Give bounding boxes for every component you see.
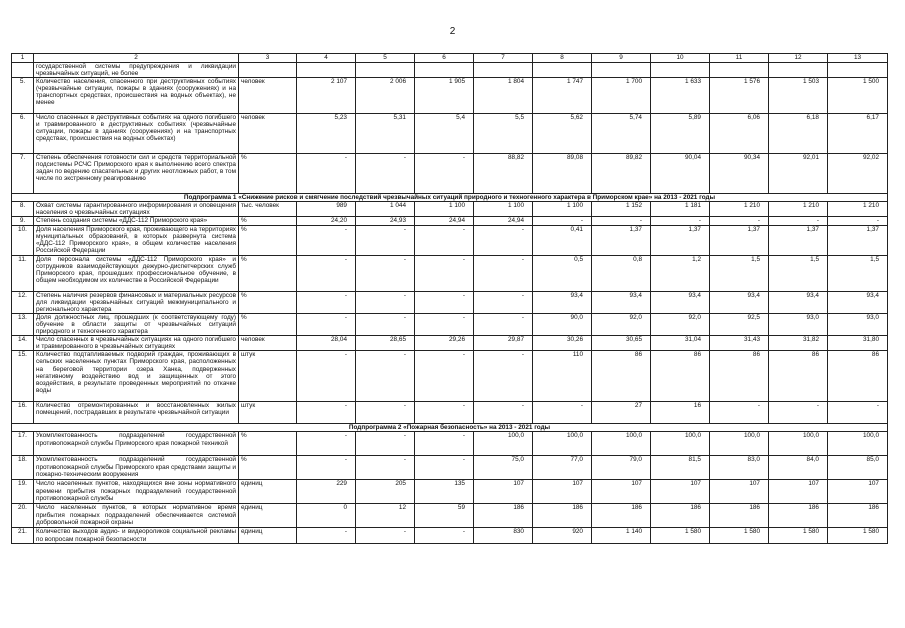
value-cell: 29,26 xyxy=(415,336,474,351)
table-row xyxy=(12,351,888,402)
value-cell: 27 xyxy=(592,402,651,424)
value-cell: 16 xyxy=(651,402,710,424)
unit-cell: штук xyxy=(239,351,297,402)
table-row xyxy=(12,528,888,544)
value-cell: - xyxy=(415,255,474,291)
row-number: 8. xyxy=(12,202,34,217)
value-cell: 1 503 xyxy=(769,78,828,114)
value-cell: - xyxy=(356,456,415,480)
value-cell: 186 xyxy=(710,504,769,528)
value-cell: - xyxy=(297,402,356,424)
table-row xyxy=(12,313,888,335)
row-number: 18. xyxy=(12,456,34,480)
row-number: 19. xyxy=(12,480,34,504)
value-cell: 30,65 xyxy=(592,336,651,351)
value-cell: - xyxy=(710,217,769,225)
row-number: 10. xyxy=(12,225,34,255)
value-cell xyxy=(769,63,828,78)
value-cell: 24,20 xyxy=(297,217,356,225)
value-cell: 83,0 xyxy=(710,456,769,480)
indicators-table xyxy=(11,53,888,544)
value-cell: - xyxy=(533,402,592,424)
column-header: 5 xyxy=(356,54,415,63)
table-row xyxy=(12,504,888,528)
column-header: 11 xyxy=(710,54,769,63)
value-cell: 1 100 xyxy=(474,202,533,217)
value-cell: 1,37 xyxy=(592,225,651,255)
row-number: 13. xyxy=(12,313,34,335)
row-number: 6. xyxy=(12,114,34,154)
value-cell: 100,0 xyxy=(474,432,533,456)
unit-cell: % xyxy=(239,432,297,456)
value-cell: - xyxy=(356,255,415,291)
section-heading-row xyxy=(12,194,888,202)
value-cell: 1 804 xyxy=(474,78,533,114)
value-cell: - xyxy=(769,402,828,424)
indicator-name: Доля персонала системы «ДДС-112 Приморского края» и сотрудников взаимодействующих дежурно-диспетчерских служб Приморского края, прошедших профессиональное обучение, в общем необходимом их количестве в Российской Федерации xyxy=(34,255,239,291)
value-cell: - xyxy=(297,528,356,544)
column-header: 3 xyxy=(239,54,297,63)
unit-cell: % xyxy=(239,225,297,255)
value-cell: 1,5 xyxy=(710,255,769,291)
value-cell xyxy=(415,63,474,78)
row-number: 7. xyxy=(12,154,34,194)
value-cell: 1,37 xyxy=(710,225,769,255)
column-header: 4 xyxy=(297,54,356,63)
value-cell: 86 xyxy=(651,351,710,402)
value-cell: - xyxy=(651,217,710,225)
table-row xyxy=(12,154,888,194)
value-cell: 0,8 xyxy=(592,255,651,291)
value-cell: 31,04 xyxy=(651,336,710,351)
value-cell: 1,37 xyxy=(651,225,710,255)
value-cell: 29,87 xyxy=(474,336,533,351)
value-cell: - xyxy=(769,217,828,225)
value-cell: 1 747 xyxy=(533,78,592,114)
value-cell: - xyxy=(297,154,356,194)
value-cell: 0,41 xyxy=(533,225,592,255)
value-cell: 1 210 xyxy=(828,202,888,217)
indicator-name: Степень создания системы «ДДС-112 Приморского края» xyxy=(34,217,239,225)
row-number: 14. xyxy=(12,336,34,351)
value-cell: 81,5 xyxy=(651,456,710,480)
column-header: 9 xyxy=(592,54,651,63)
value-cell: 92,02 xyxy=(828,154,888,194)
value-cell: 5,4 xyxy=(415,114,474,154)
value-cell: 31,82 xyxy=(769,336,828,351)
value-cell: 1 580 xyxy=(710,528,769,544)
indicator-name: Доля должностных лиц, прошедших (к соответствующему году) обучение в области защиты от чрезвычайных ситуаций природного и техногенного характера xyxy=(34,313,239,335)
value-cell: - xyxy=(828,402,888,424)
value-cell: - xyxy=(297,313,356,335)
value-cell: 86 xyxy=(828,351,888,402)
column-header: 6 xyxy=(415,54,474,63)
column-number-row xyxy=(12,54,888,63)
row-number: 16. xyxy=(12,402,34,424)
value-cell: 92,01 xyxy=(769,154,828,194)
value-cell: - xyxy=(474,351,533,402)
row-number: 9. xyxy=(12,217,34,225)
row-number xyxy=(12,63,34,78)
value-cell: 989 xyxy=(297,202,356,217)
value-cell: 93,4 xyxy=(828,291,888,313)
table-row xyxy=(12,225,888,255)
value-cell: 93,0 xyxy=(828,313,888,335)
value-cell: 92,0 xyxy=(651,313,710,335)
value-cell: - xyxy=(474,291,533,313)
table-row xyxy=(12,480,888,504)
table-row xyxy=(12,202,888,217)
value-cell: 89,82 xyxy=(592,154,651,194)
value-cell xyxy=(297,63,356,78)
value-cell: 205 xyxy=(356,480,415,504)
value-cell: 24,93 xyxy=(356,217,415,225)
value-cell: 100,0 xyxy=(533,432,592,456)
table-row xyxy=(12,78,888,114)
value-cell: 135 xyxy=(415,480,474,504)
row-number: 12. xyxy=(12,291,34,313)
value-cell: - xyxy=(356,154,415,194)
value-cell xyxy=(474,63,533,78)
value-cell xyxy=(828,63,888,78)
value-cell: 1 210 xyxy=(769,202,828,217)
indicator-name: Охват системы гарантированного информирования и оповещения населения о чрезвычайных ситуациях xyxy=(34,202,239,217)
column-header: 12 xyxy=(769,54,828,63)
value-cell: - xyxy=(828,217,888,225)
indicator-name: государственной системы предупреждения и ликвидации чрезвычайных ситуаций, не более xyxy=(34,63,239,78)
value-cell: 28,04 xyxy=(297,336,356,351)
value-cell: 1 580 xyxy=(651,528,710,544)
value-cell: - xyxy=(533,217,592,225)
value-cell: 186 xyxy=(474,504,533,528)
value-cell: - xyxy=(710,402,769,424)
unit-cell: человек xyxy=(239,114,297,154)
table-row xyxy=(12,63,888,78)
unit-cell: % xyxy=(239,291,297,313)
indicator-name: Степень наличия резервов финансовых и материальных ресурсов для ликвидации чрезвычайных ситуаций межмуниципального и регионального характера xyxy=(34,291,239,313)
unit-cell: штук xyxy=(239,402,297,424)
value-cell: 1 633 xyxy=(651,78,710,114)
value-cell: 1 580 xyxy=(769,528,828,544)
indicator-name: Число спасенных в чрезвычайных ситуациях на одного погибшего и травмированного в чрезвычайных ситуациях xyxy=(34,336,239,351)
value-cell: 6,17 xyxy=(828,114,888,154)
value-cell: 93,4 xyxy=(651,291,710,313)
unit-cell: единиц xyxy=(239,528,297,544)
row-number: 20. xyxy=(12,504,34,528)
value-cell: - xyxy=(415,528,474,544)
value-cell: 100,0 xyxy=(710,432,769,456)
value-cell: 5,31 xyxy=(356,114,415,154)
value-cell: 107 xyxy=(828,480,888,504)
value-cell: 31,80 xyxy=(828,336,888,351)
value-cell: 93,4 xyxy=(592,291,651,313)
value-cell: 0 xyxy=(297,504,356,528)
value-cell: 90,04 xyxy=(651,154,710,194)
value-cell: 24,94 xyxy=(415,217,474,225)
unit-cell xyxy=(239,63,297,78)
value-cell: 186 xyxy=(651,504,710,528)
value-cell: 107 xyxy=(592,480,651,504)
value-cell: 30,26 xyxy=(533,336,592,351)
value-cell: 1 181 xyxy=(651,202,710,217)
value-cell: 84,0 xyxy=(769,456,828,480)
value-cell: - xyxy=(356,313,415,335)
page-number: 2 xyxy=(449,26,456,37)
column-header: 13 xyxy=(828,54,888,63)
indicator-name: Доля населения Приморского края, проживающего на территориях муниципальных образований, в которых развернута система «ДДС-112 Приморского края», в общем количестве населения Российской Федерации xyxy=(34,225,239,255)
value-cell: 1 140 xyxy=(592,528,651,544)
value-cell: 110 xyxy=(533,351,592,402)
unit-cell: % xyxy=(239,154,297,194)
table-row xyxy=(12,255,888,291)
value-cell: 2 006 xyxy=(356,78,415,114)
value-cell: 77,0 xyxy=(533,456,592,480)
value-cell: - xyxy=(356,432,415,456)
value-cell: - xyxy=(356,225,415,255)
value-cell: - xyxy=(415,351,474,402)
unit-cell: тыс. человек xyxy=(239,202,297,217)
indicator-name: Количество выходов аудио- и видеороликов социальной рекламы по вопросам пожарной безопасности xyxy=(34,528,239,544)
value-cell: 107 xyxy=(769,480,828,504)
unit-cell: единиц xyxy=(239,504,297,528)
value-cell: - xyxy=(474,402,533,424)
table-row xyxy=(12,432,888,456)
value-cell: 92,0 xyxy=(592,313,651,335)
value-cell xyxy=(651,63,710,78)
value-cell: 107 xyxy=(651,480,710,504)
value-cell: 86 xyxy=(769,351,828,402)
value-cell: 59 xyxy=(415,504,474,528)
value-cell: 1 210 xyxy=(710,202,769,217)
value-cell: 79,0 xyxy=(592,456,651,480)
value-cell: 0,5 xyxy=(533,255,592,291)
table-row xyxy=(12,402,888,424)
value-cell: 5,74 xyxy=(592,114,651,154)
value-cell: - xyxy=(297,351,356,402)
value-cell xyxy=(356,63,415,78)
indicator-name: Число спасенных в деструктивных событиях на одного погибшего и травмированного в деструктивных событиях (чрезвычайные ситуации, пожары в зданиях (сооружениях) и на транспортных средствах, происшествия на водных объектах) xyxy=(34,114,239,154)
value-cell: 86 xyxy=(710,351,769,402)
unit-cell: человек xyxy=(239,336,297,351)
value-cell: 12 xyxy=(356,504,415,528)
value-cell: 5,23 xyxy=(297,114,356,154)
indicator-name: Степень обеспечения готовности сил и средств территориальной подсистемы РСЧС Приморского края к выполнению всего спектра задач по ведению спасательных и других неотложных работ, в том числе по экстренному реагированию xyxy=(34,154,239,194)
value-cell: - xyxy=(356,291,415,313)
value-cell: 86 xyxy=(592,351,651,402)
column-header: 1 xyxy=(12,54,34,63)
value-cell: - xyxy=(415,456,474,480)
value-cell: 107 xyxy=(710,480,769,504)
row-number: 11. xyxy=(12,255,34,291)
value-cell: 186 xyxy=(533,504,592,528)
indicator-name: Количество отремонтированных и восстановленных жилых помещений, пострадавших в результате чрезвычайной ситуации xyxy=(34,402,239,424)
column-header: 7 xyxy=(474,54,533,63)
value-cell: 1 044 xyxy=(356,202,415,217)
value-cell: 186 xyxy=(828,504,888,528)
value-cell: 1 100 xyxy=(415,202,474,217)
value-cell: 28,65 xyxy=(356,336,415,351)
value-cell: - xyxy=(474,255,533,291)
unit-cell: % xyxy=(239,456,297,480)
indicator-name: Число населенных пунктов, в которых нормативное время прибытия пожарных подразделений обеспечивается системой добровольной пожарной охраны xyxy=(34,504,239,528)
value-cell: 5,62 xyxy=(533,114,592,154)
value-cell: - xyxy=(356,528,415,544)
value-cell: - xyxy=(297,291,356,313)
value-cell: - xyxy=(415,291,474,313)
value-cell: 93,4 xyxy=(533,291,592,313)
value-cell: 229 xyxy=(297,480,356,504)
unit-cell: единиц xyxy=(239,480,297,504)
table-row xyxy=(12,336,888,351)
value-cell: 1,2 xyxy=(651,255,710,291)
value-cell: 1,5 xyxy=(769,255,828,291)
section-heading: Подпрограмма 1 «Снижение рисков и смягчение последствий чрезвычайных ситуаций природного и техногенного характера в Приморском крае» на 2013 - 2021 годы xyxy=(12,194,888,202)
value-cell: 1 500 xyxy=(828,78,888,114)
section-heading: Подпрограмма 2 «Пожарная безопасность» на 2013 - 2021 годы xyxy=(12,424,888,432)
value-cell: 92,5 xyxy=(710,313,769,335)
value-cell: 107 xyxy=(533,480,592,504)
table-row xyxy=(12,456,888,480)
value-cell: - xyxy=(415,402,474,424)
value-cell: 85,0 xyxy=(828,456,888,480)
value-cell: 1,37 xyxy=(828,225,888,255)
value-cell: 100,0 xyxy=(828,432,888,456)
value-cell: 31,43 xyxy=(710,336,769,351)
value-cell: 75,0 xyxy=(474,456,533,480)
value-cell: 5,89 xyxy=(651,114,710,154)
section-heading-row xyxy=(12,424,888,432)
value-cell: 1 152 xyxy=(592,202,651,217)
value-cell xyxy=(710,63,769,78)
value-cell: - xyxy=(297,432,356,456)
value-cell: 920 xyxy=(533,528,592,544)
value-cell: - xyxy=(474,225,533,255)
value-cell: - xyxy=(592,217,651,225)
row-number: 17. xyxy=(12,432,34,456)
value-cell: 90,34 xyxy=(710,154,769,194)
value-cell: 1 905 xyxy=(415,78,474,114)
indicator-name: Число населенных пунктов, находящихся вне зоны нормативного времени прибытия пожарных подразделений государственной противопожарной службы xyxy=(34,480,239,504)
value-cell: 186 xyxy=(592,504,651,528)
value-cell: 89,08 xyxy=(533,154,592,194)
indicator-name: Количество подтапливаемых подворий граждан, проживающих в сельских населенных пунктах Приморского края, расположенных на береговой территории озера Ханка, подверженных негативному воздействию вод и защищенных от этого воздействия, в результате проведенных мероприятий по откачке воды xyxy=(34,351,239,402)
value-cell: 830 xyxy=(474,528,533,544)
value-cell: 186 xyxy=(769,504,828,528)
unit-cell: человек xyxy=(239,78,297,114)
value-cell: 100,0 xyxy=(592,432,651,456)
value-cell: 6,18 xyxy=(769,114,828,154)
column-header: 8 xyxy=(533,54,592,63)
unit-cell: % xyxy=(239,255,297,291)
value-cell: 1,37 xyxy=(769,225,828,255)
value-cell: - xyxy=(415,225,474,255)
value-cell xyxy=(592,63,651,78)
value-cell: 1 576 xyxy=(710,78,769,114)
value-cell: - xyxy=(297,225,356,255)
value-cell: 100,0 xyxy=(651,432,710,456)
value-cell: - xyxy=(415,313,474,335)
value-cell: 1,5 xyxy=(828,255,888,291)
value-cell: 1 700 xyxy=(592,78,651,114)
value-cell: - xyxy=(297,255,356,291)
value-cell: 93,4 xyxy=(710,291,769,313)
value-cell xyxy=(533,63,592,78)
column-header: 10 xyxy=(651,54,710,63)
value-cell: - xyxy=(474,313,533,335)
indicator-name: Укомплектованность подразделений государственной противопожарной службы Приморского края средствами защиты и пожарно-техническим вооружения xyxy=(34,456,239,480)
table-row xyxy=(12,291,888,313)
value-cell: - xyxy=(356,351,415,402)
value-cell: 107 xyxy=(474,480,533,504)
table-row xyxy=(12,217,888,225)
row-number: 21. xyxy=(12,528,34,544)
indicator-name: Укомплектованность подразделений государственной противопожарной службы Приморского края пожарной техникой xyxy=(34,432,239,456)
value-cell: 88,82 xyxy=(474,154,533,194)
table-row xyxy=(12,114,888,154)
value-cell: 93,4 xyxy=(769,291,828,313)
value-cell: 100,0 xyxy=(769,432,828,456)
unit-cell: % xyxy=(239,217,297,225)
row-number: 5. xyxy=(12,78,34,114)
value-cell: - xyxy=(356,402,415,424)
unit-cell: % xyxy=(239,313,297,335)
row-number: 15. xyxy=(12,351,34,402)
value-cell: 2 107 xyxy=(297,78,356,114)
value-cell: 93,0 xyxy=(769,313,828,335)
value-cell: 6,06 xyxy=(710,114,769,154)
value-cell: 1 580 xyxy=(828,528,888,544)
value-cell: - xyxy=(415,154,474,194)
value-cell: 90,0 xyxy=(533,313,592,335)
value-cell: - xyxy=(297,456,356,480)
value-cell: 5,5 xyxy=(474,114,533,154)
value-cell: 24,94 xyxy=(474,217,533,225)
indicator-name: Количество населения, спасенного при деструктивных событиях (чрезвычайные ситуации, пожары в зданиях (сооружениях) и на транспортных средствах, происшествия на водных объектах), не менее xyxy=(34,78,239,114)
value-cell: - xyxy=(415,432,474,456)
column-header: 2 xyxy=(34,54,239,63)
value-cell: 1 100 xyxy=(533,202,592,217)
